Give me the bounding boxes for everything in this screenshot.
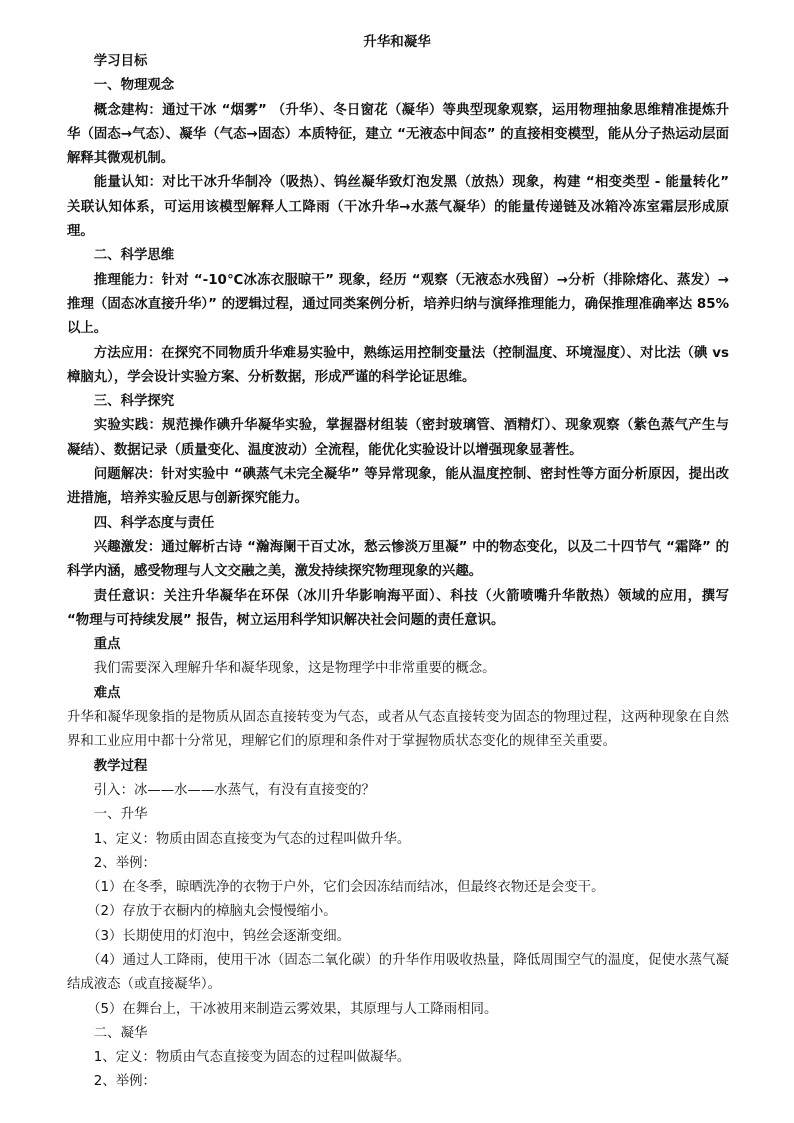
process-heading: 教学过程 bbox=[93, 758, 148, 774]
key-point-text: 我们需要深入理解升华和凝华现象，这是物理学中非常重要的概念。 bbox=[93, 661, 496, 677]
sublimation-definition: 1、定义：物质由固态直接变为气态的过程叫做升华。 bbox=[93, 831, 411, 847]
section-heading-scientific-inquiry: 三、科学探究 bbox=[93, 394, 175, 410]
difficulty-text: 升华和凝华现象指的是物质从固态直接转变为气态，或者从气态直接转变为固态的物理过程，这两种现象在自然界和工业应用中都十分常见，理解它们的原理和条件对于掌握物质状态变化的规律至关重要。 bbox=[67, 710, 729, 750]
sublimation-example-item: （4）通过人工降雨，使用干冰（固态二氧化碳）的升华作用吸收热量，降低周围空气的温度，促使水蒸气凝结成液态（或直接凝华）。 bbox=[67, 952, 729, 993]
section-heading-scientific-thinking: 二、科学思维 bbox=[93, 248, 175, 264]
paragraph-problem-solving: 问题解决：针对实验中 “碘蒸气未完全凝华” 等异常现象，能从温度控制、密封性等方面分析原因，提出改进措施，培养实验反思与创新探究能力。 bbox=[67, 467, 729, 507]
process-intro: 引入：冰——水——水蒸气，有没有直接变的？ bbox=[93, 782, 375, 798]
section-heading-attitude-responsibility: 四、科学态度与责任 bbox=[93, 515, 215, 531]
sublimation-example-item: （5）在舞台上，干冰被用来制造云雾效果，其原理与人工降雨相同。 bbox=[87, 1001, 498, 1017]
sublimation-example-item: （2）存放于衣橱内的樟脑丸会慢慢缩小。 bbox=[87, 904, 337, 920]
document-body bbox=[67, 50, 729, 1095]
sublimation-examples-label: 2、举例： bbox=[93, 855, 156, 871]
key-point-heading: 重点 bbox=[93, 637, 121, 653]
document-title: 升华和凝华 bbox=[363, 34, 431, 50]
paragraph-energy-cognition: 能量认知：对比干冰升华制冷（吸热）、钨丝凝华致灯泡发黑（放热）现象，构建 “相变类型 - 能量转化” 关联认知体系，可运用该模型解释人工降雨（干冰升华→水蒸气凝华）的能量传递链及冰箱冷冻室霜层形成原理。 bbox=[67, 175, 729, 240]
paragraph-responsibility: 责任意识：关注升华凝华在环保（冰川升华影响海平面）、科技（火箭喷嘴升华散热）领域的应用，撰写 “物理与可持续发展” 报告，树立运用科学知识解决社会问题的责任意识。 bbox=[67, 588, 729, 628]
deposition-examples-label: 2、举例： bbox=[93, 1074, 156, 1090]
objectives-heading: 学习目标 bbox=[93, 54, 148, 69]
section-heading-physics-concept: 一、物理观念 bbox=[93, 78, 175, 94]
paragraph-interest: 兴趣激发：通过解析古诗 “瀚海阑干百丈冰，愁云惨淡万里凝” 中的物态变化，以及二十四节气 “霜降” 的科学内涵，感受物理与人文交融之美，激发持续探究物理现象的兴趣。 bbox=[67, 539, 729, 580]
paragraph-concept-construction: 概念建构：通过干冰 “烟雾” （升华）、冬日窗花（凝华）等典型现象观察，运用物理抽象思维精准提炼升华（固态→气态）、凝华（气态→固态）本质特征，建立 “无液态中间态” 的直接相变模型，能从分子热运动层面解释其微观机制。 bbox=[67, 102, 729, 167]
paragraph-experiment-practice: 实验实践：规范操作碘升华凝华实验，掌握器材组装（密封玻璃管、酒精灯）、现象观察（紫色蒸气产生与凝结）、数据记录（质量变化、温度波动）全流程，能优化实验设计以增强现象显著性。 bbox=[67, 418, 729, 458]
paragraph-reasoning: 推理能力：针对 “-10℃冰冻衣服晾干” 现象，经历 “观察（无液态水残留）→分析（排除熔化、蒸发）→推理（固态冰直接升华）” 的逻辑过程，通过同类案例分析，培养归纳与演绎推理能力，确保推理准确率达 85% 以上。 bbox=[67, 272, 729, 337]
difficulty-heading: 难点 bbox=[93, 685, 121, 701]
sublimation-heading: 一、升华 bbox=[93, 807, 148, 823]
deposition-heading: 二、凝华 bbox=[93, 1025, 148, 1041]
sublimation-example-item: （3）长期使用的灯泡中，钨丝会逐渐变细。 bbox=[87, 928, 351, 944]
deposition-definition: 1、定义：物质由气态直接变为固态的过程叫做凝华。 bbox=[93, 1050, 411, 1066]
sublimation-example-item: （1）在冬季，晾晒洗净的衣物于户外，它们会因冻结而结冰，但最终衣物还是会变干。 bbox=[87, 880, 605, 896]
paragraph-method-application: 方法应用：在探究不同物质升华难易实验中，熟练运用控制变量法（控制温度、环境湿度）、对比法（碘 vs 樟脑丸），学会设计实验方案、分析数据，形成严谨的科学论证思维。 bbox=[67, 345, 729, 385]
